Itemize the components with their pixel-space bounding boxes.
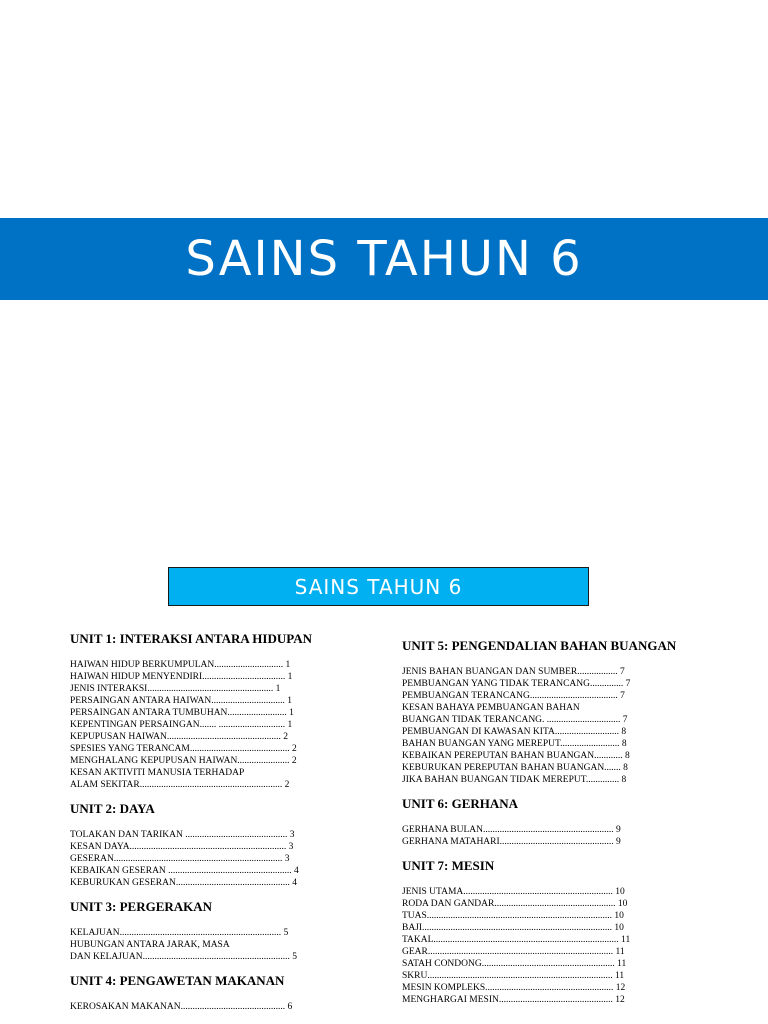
toc-entry: KEPENTINGAN PERSAINGAN....... ............................ 1 — [70, 720, 293, 730]
toc-entry: PEMBUANGAN YANG TIDAK TERANCANG.............. 7 — [402, 679, 631, 689]
toc-entry: ALAM SEKITAR............................................................ 2 — [70, 780, 290, 790]
toc-entry: TOLAKAN DAN TARIKAN ........................................... 3 — [70, 830, 295, 840]
toc-entry: SPESIES YANG TERANCAM.......................................... 2 — [70, 744, 297, 754]
unit-title: UNIT 1: INTERAKSI ANTARA HIDUPAN — [70, 631, 312, 646]
toc-entry: PEMBUANGAN TERANCANG..................................... 7 — [402, 691, 625, 701]
toc-entry: PEMBUANGAN DI KAWASAN KITA........................... 8 — [402, 727, 627, 737]
toc-entry: GERHANA MATAHARI................................................ 9 — [402, 837, 621, 847]
unit-title: UNIT 6: GERHANA — [402, 796, 519, 811]
toc-entry-list — [402, 824, 702, 848]
toc-unit — [70, 801, 370, 889]
toc-entry-list — [70, 659, 370, 791]
toc-entry: BUANGAN TIDAK TERANCANG. ............................... 7 — [402, 715, 628, 725]
toc-left-column — [70, 631, 370, 1023]
toc-entry: RODA DAN GANDAR................................................... 10 — [402, 899, 628, 909]
toc-entry: KEBAIKAN PEREPUTAN BAHAN BUANGAN............ 8 — [402, 751, 630, 761]
toc-entry-list — [70, 1001, 370, 1013]
toc-entry: KEBURUKAN PEREPUTAN BAHAN BUANGAN....... 8 — [402, 763, 628, 773]
toc-entry: GESERAN....................................................................... 3 — [70, 854, 290, 864]
toc-entry: MENGHARGAI MESIN................................................ 12 — [402, 995, 625, 1005]
toc-entry: TUAS.............................................................................. 10 — [402, 911, 624, 921]
toc-entry-list — [70, 829, 370, 889]
toc-entry: BAHAN BUANGAN YANG MEREPUT......................... 8 — [402, 739, 627, 749]
toc-entry: SKRU.............................................................................. 11 — [402, 971, 625, 981]
toc-entry: MENGHALANG KEPUPUSAN HAIWAN...................... 2 — [70, 756, 297, 766]
toc-entry: PERSAINGAN ANTARA HAIWAN............................... 1 — [70, 696, 292, 706]
toc-entry: HUBUNGAN ANTARA JARAK, MASA — [70, 940, 230, 950]
toc-entry: GERHANA BULAN....................................................... 9 — [402, 825, 621, 835]
unit-title: UNIT 3: PERGERAKAN — [70, 899, 213, 914]
toc-entry: KEPUPUSAN HAIWAN................................................ 2 — [70, 732, 288, 742]
toc-unit — [70, 899, 370, 963]
toc-entry: BAJI................................................................................ 10 — [402, 923, 624, 933]
toc-entry: JIKA BAHAN BUANGAN TIDAK MEREPUT.............. 8 — [402, 775, 627, 785]
toc-entry: SATAH CONDONG........................................................ 11 — [402, 959, 627, 969]
toc-entry-list — [402, 886, 702, 1006]
toc-header-title: SAINS TAHUN 6 — [294, 574, 463, 599]
toc-entry: JENIS INTERAKSI..................................................... 1 — [70, 684, 281, 694]
unit-title: UNIT 7: MESIN — [402, 858, 495, 873]
toc-entry: KESAN BAHAYA PEMBUANGAN BAHAN — [402, 703, 580, 713]
toc-unit — [70, 973, 370, 1013]
page-title: SAINS TAHUN 6 — [185, 231, 583, 287]
toc-entry: JENIS BAHAN BUANGAN DAN SUMBER................. 7 — [402, 667, 625, 677]
toc-entry: MESIN KOMPLEKS...................................................... 12 — [402, 983, 626, 993]
toc-entry-list — [402, 666, 702, 786]
unit-title: UNIT 4: PENGAWETAN MAKANAN — [70, 973, 285, 988]
toc-entry: KEBAIKAN GESERAN .................................................... 4 — [70, 866, 299, 876]
unit-title: UNIT 2: DAYA — [70, 801, 155, 816]
toc-entry: KEROSAKAN MAKANAN............................................ 6 — [70, 1002, 293, 1012]
toc-unit — [402, 638, 702, 786]
toc-entry: PERSAINGAN ANTARA TUMBUHAN......................... 1 — [70, 708, 294, 718]
toc-unit — [70, 631, 370, 791]
toc-entry: KEBURUKAN GESERAN................................................ 4 — [70, 878, 297, 888]
toc-entry: HAIWAN HIDUP MENYENDIRI................................... 1 — [70, 672, 293, 682]
toc-entry-list — [70, 927, 370, 963]
toc-unit — [402, 858, 702, 1006]
toc-entry: DAN KELAJUAN.............................................................. 5 — [70, 952, 297, 962]
toc-unit — [402, 796, 702, 848]
toc-entry: HAIWAN HIDUP BERKUMPULAN............................. 1 — [70, 660, 291, 670]
toc-entry: TAKAL.............................................................................. 11 — [402, 935, 631, 945]
title-banner — [0, 218, 768, 300]
toc-entry: JENIS UTAMA............................................................... 10 — [402, 887, 625, 897]
toc-right-column — [402, 638, 702, 1016]
toc-entry: KESAN AKTIVITI MANUSIA TERHADAP — [70, 768, 245, 778]
unit-title: UNIT 5: PENGENDALIAN BAHAN BUANGAN — [402, 638, 677, 653]
toc-entry: GEAR.............................................................................. 11 — [402, 947, 625, 957]
toc-header-box — [168, 567, 589, 606]
toc-entry: KELAJUAN.................................................................... 5 — [70, 928, 289, 938]
toc-entry: KESAN DAYA.................................................................. 3 — [70, 842, 294, 852]
